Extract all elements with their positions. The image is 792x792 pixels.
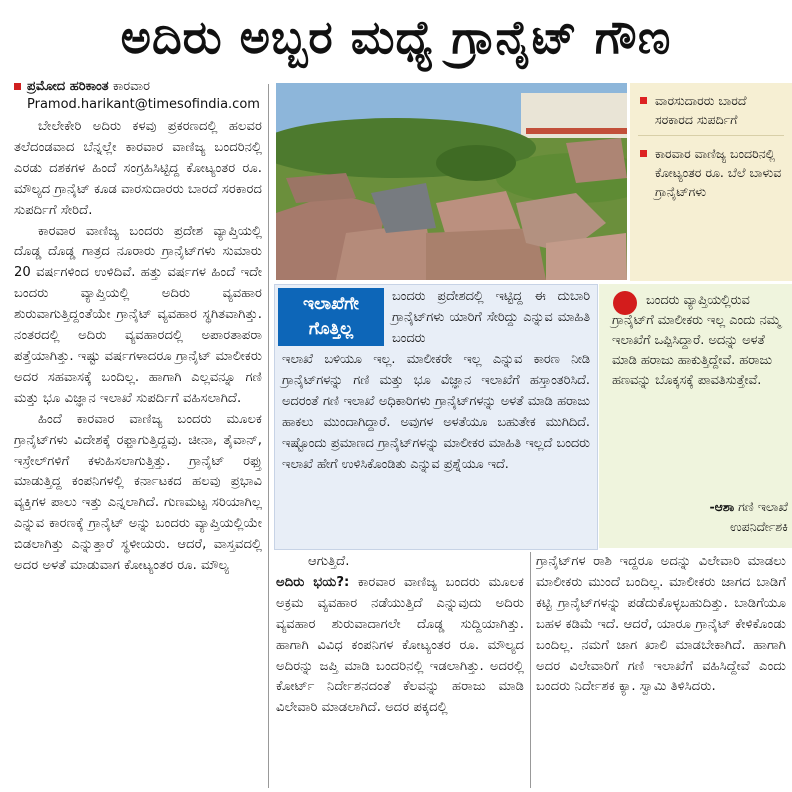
highlights-sidebar: [630, 83, 792, 281]
article-column-2: [276, 552, 524, 790]
headline: ಅದಿರು ಅಬ್ಬರ ಮಧ್ಯೆ ಗ್ರಾನೈಟ್ ಗೌಣ: [120, 10, 672, 64]
article-column-1: [14, 117, 262, 789]
paragraph-3: ಹಿಂದೆ ಕಾರವಾರ ವಾಣಿಜ್ಯ ಬಂದರು ಮೂಲಕ ಗ್ರಾನೈಟ್‌ಗಳು ವಿದೇಶಕ್ಕೆ ರಫ್ತಾಗುತ್ತಿದ್ದವು. ಚೀನಾ, ತೈವಾನ್, ಇಸ್ರೇಲ್‌ಗಳಿಗೆ ಕಳುಹಿಸಲಾಗುತ್ತಿತ್ತು. ಗ್ರಾನೈಟ್ ರಫ್ತು ಮಾಡುತ್ತಿದ್ದ ಕಂಪನಿಗಳಲ್ಲಿ ಕರ್ನಾಟಕದ ಹಲವು ಪ್ರಭಾವಿ ವ್ಯಕ್ತಿಗಳ ಪಾಲು ಇತ್ತು ಎನ್ನಲಾಗಿದೆ. ಗುಣಮಟ್ಟ ಸರಿಯಾಗಿಲ್ಲ ಎನ್ನುವ ಕಾರಣಕ್ಕೆ ಗ್ರಾನೈಟ್ ಅನ್ನು ಬಂದರು ವ್ಯಾಪ್ತಿಯಲ್ಲಿಯೇ ಬಿಡಲಾಗಿತ್ತು ಎನ್ನುತ್ತಾರೆ ಸ್ಥಳೀಯರು. ಆದರೆ, ವಾಸ್ತವದಲ್ಲಿ ಅದರ ಅಳತೆ ಮಾಡುವಾಗ ಕೋಟ್ಯಂತರ ರೂ. ಮೌಲ್ಯ: [14, 411, 262, 574]
continued-line: ಆಗುತ್ತಿದೆ.: [308, 554, 350, 569]
byline: [14, 78, 264, 114]
quote-attribution: -ಆಶಾ ಗಣಿ ಇಲಾಖೆ ಉಪನಿರ್ದೇಶಕಿ: [709, 499, 788, 534]
info-box-tag: ಇಲಾಖೆಗೇ ಗೊತ್ತಿಲ್ಲ: [278, 288, 384, 346]
granite-photo: [276, 83, 627, 280]
highlight-item: ಕಾರವಾರ ವಾಣಿಜ್ಯ ಬಂದರಿನಲ್ಲಿ ಕೋಟ್ಯಂತರ ರೂ. ಬೆಲೆ ಬಾಳುವ ಗ್ರಾನೈಟ್‌ಗಳು: [630, 136, 792, 201]
paragraph-1: ಬೇಲೇಕೇರಿ ಅದಿರು ಕಳವು ಪ್ರಕರಣದಲ್ಲಿ ಹಲವರ ತಲೆದಂಡವಾದ ಬೆನ್ನಲ್ಲೇ ಕಾರವಾರ ವಾಣಿಜ್ಯ ಬಂದರಿನಲ್ಲಿ ಎರಡು ದಶಕಗಳ ಹಿಂದೆ ಸಂಗ್ರಹಿಸಿಟ್ಟಿದ್ದ ಕೋಟ್ಯಂತರ ರೂ. ಮೌಲ್ಯದ ಗ್ರಾನೈಟ್ ಕೂಡ ವಾರಸುದಾರರು ಬಾರದೆ ಸರಕಾರದ ಸುಪರ್ದಿಗೆ ಸೇರಿದೆ.: [14, 119, 262, 218]
subhead: ಅದಿರು ಭಯ?:: [276, 574, 350, 590]
info-box-text-main: ಇಲಾಖೆ ಬಳಿಯೂ ಇಲ್ಲ. ಮಾಲೀಕರೇ ಇಲ್ಲ ಎನ್ನುವ ಕಾರಣ ನೀಡಿ ಗ್ರಾನೈಟ್‌ಗಳನ್ನು ಗಣಿ ಮತ್ತು ಭೂ ವಿಜ್ಞಾನ ಇಲಾಖೆಗೆ ಹಸ್ತಾಂತರಿಸಿದೆ. ಅದರಂತೆ ಗಣಿ ಇಲಾಖೆ ಅಧಿಕಾರಿಗಳು ಗ್ರಾನೈಟ್‌ಗಳನ್ನು ಅಳತೆ ಮಾಡಿ ಹರಾಜು ಹಾಕಲು ಮುಂದಾಗಿದ್ದಾರೆ. ಅವುಗಳ ಅಳತೆಯೂ ಬಹುತೇಕ ಮುಗಿದಿದೆ. ಇಷ್ಟೊಂದು ಪ್ರಮಾಣದ ಗ್ರಾನೈಟ್‌ಗಳನ್ನು ಮಾಲೀಕರ ಮಾಹಿತಿ ಇಲ್ಲದೆ ಬಂದರು ಇಲಾಖೆ ಹೇಗೆ ಉಳಿಸಿಕೊಂಡಿತು ಎನ್ನುವ ಪ್ರಶ್ನೆಯೂ ಇದೆ.: [282, 352, 590, 472]
author-email: Pramod.harikant@timesofindia.com: [27, 97, 260, 112]
granite-blocks-image: [276, 83, 627, 280]
quote-text: ಬಂದರು ವ್ಯಾಪ್ತಿಯಲ್ಲಿರುವ ಗ್ರಾನೈಟ್‌ಗೆ ಮಾಲೀಕರು ಇಲ್ಲ ಎಂದು ನಮ್ಮ ಇಲಾಖೆಗೆ ಒಪ್ಪಿಸಿದ್ದಾರೆ. ಅದನ್ನು ಅಳತೆ ಮಾಡಿ ಹರಾಜು ಹಾಕುತ್ತಿದ್ದೇವೆ. ಹರಾಜು ಹಣವನ್ನು ಬೊಕ್ಕಸಕ್ಕೆ ಪಾವತಿಸುತ್ತೇವೆ.: [612, 293, 781, 388]
column-divider: [268, 84, 269, 788]
info-box-text-top: ಬಂದರು ಪ್ರದೇಶದಲ್ಲಿ ಇಟ್ಟಿದ್ದ ಈ ದುಬಾರಿ ಗ್ರಾನೈಟ್‌ಗಳು ಯಾರಿಗೆ ಸೇರಿದ್ದು ಎನ್ನುವ ಮಾಹಿತಿ ಬಂದರು: [392, 289, 590, 346]
dateline-place: ಕಾರವಾರ: [112, 79, 150, 94]
paragraph-director-quote: ಗ್ರಾನೈಟ್‌ಗಳ ರಾಶಿ ಇದ್ದರೂ ಅದನ್ನು ವಿಲೇವಾರಿ ಮಾಡಲು ಮಾಲೀಕರು ಮುಂದೆ ಬಂದಿಲ್ಲ. ಮಾಲೀಕರು ಜಾಗದ ಬಾಡಿಗೆ ಕಟ್ಟಿ ಗ್ರಾನೈಟ್‌ಗಳನ್ನು ಪಡೆದುಕೊಳ್ಳಬಹುದಿತ್ತು. ಬಾಡಿಗೆಯೂ ಬಹಳ ಕಡಿಮೆ ಇದೆ. ಆದರೆ, ಯಾರೂ ಗ್ರಾನೈಟ್ ಕೇಳಿಕೊಂಡು ಬಂದಿಲ್ಲ. ನಮಗೆ ಜಾಗ ಖಾಲಿ ಮಾಡಬೇಕಾಗಿದೆ. ಹಾಗಾಗಿ ಅದರ ವಿಲೇವಾರಿಗೆ ಗಣಿ ಇಲಾಖೆಗೆ ವಹಿಸಿದ್ದೇವೆ ಎಂದು ಬಂದರು ನಿರ್ದೇಶಕ ಕ್ಯಾ. ಸ್ವಾಮಿ ತಿಳಿಸಿದರು.: [536, 554, 786, 695]
highlight-item: ವಾರಸುದಾರರು ಬಾರದೆ ಸರಕಾರದ ಸುಪರ್ದಿಗೆ: [630, 83, 792, 129]
column-divider: [530, 552, 531, 788]
paragraph-2: ಕಾರವಾರ ವಾಣಿಜ್ಯ ಬಂದರು ಪ್ರದೇಶ ವ್ಯಾಪ್ತಿಯಲ್ಲಿ ದೊಡ್ಡ ದೊಡ್ಡ ಗಾತ್ರದ ನೂರಾರು ಗ್ರಾನೈಟ್‌ಗಳು ಸುಮಾರು 20 ವರ್ಷಗಳಿಂದ ಉಳಿದಿವೆ. ಹತ್ತು ವರ್ಷಗಳ ಹಿಂದೆ ಇದೇ ಬಂದರು ವ್ಯಾಪ್ತಿಯಲ್ಲಿ ಅದಿರು ವ್ಯವಹಾರ ಶುರುವಾಗುತ್ತಿದ್ದಂತೆಯೇ ಗ್ರಾನೈಟ್ ವ್ಯವಹಾರ ಸ್ಥಗಿತವಾಗಿತ್ತು. ನಂತರದಲ್ಲಿ ಅದಿರು ವ್ಯವಹಾರದಲ್ಲಿ ಅಪಾರತಾಪರಾ ಪತ್ತೆಯಾಗಿತ್ತು. ಇಷ್ಟು ವರ್ಷಗಳಾದರೂ ಗ್ರಾನೈಟ್ ಮಾಲೀಕರು ಅದರ ಸಹವಾಸಕ್ಕೆ ಬಂದಿಲ್ಲ. ಹಾಗಾಗಿ ಎಲ್ಲವನ್ನೂ ಗಣಿ ಮತ್ತು ಭೂ ವಿಜ್ಞಾನ ಇಲಾಖೆ ಸುಪರ್ದಿಗೆ ವಹಿಸಲಾಗಿದೆ.: [14, 223, 262, 406]
paragraph-ore-fear: ಅದಿರು ಭಯ?: ಕಾರವಾರ ವಾಣಿಜ್ಯ ಬಂದರು ಮೂಲಕ ಅಕ್ರಮ ವ್ಯವಹಾರ ನಡೆಯುತ್ತಿದೆ ಎನ್ನುವುದು ಅದಿರು ವ್ಯವಹಾರ ಶುರುವಾದಾಗಲೇ ದೊಡ್ಡ ಸುದ್ದಿಯಾಗಿತ್ತು. ಹಾಗಾಗಿ ವಿವಿಧ ಕಂಪನಿಗಳ ಕೋಟ್ಯಂತರ ರೂ. ಮೌಲ್ಯದ ಅದಿರನ್ನು ಜಪ್ತಿ ಮಾಡಿ ಬಂದರಿನಲ್ಲಿ ಇಡಲಾಗಿತ್ತು. ಅದರಲ್ಲಿ ಕೋರ್ಟ್ ನಿರ್ದೇಶನದಂತೆ ಕೆಲವನ್ನು ಹರಾಜು ಮಾಡಿ ವಿಲೇವಾರಿ ಮಾಡಲಾಗಿದೆ. ಅದರ ಪಕ್ಕದಲ್ಲಿ: [276, 574, 524, 716]
bullet-square-icon: [14, 83, 21, 90]
author-name: ಪ್ರಮೋದ ಹರಿಕಾಂತ: [27, 79, 109, 94]
bullet-square-icon: [640, 150, 647, 157]
article-column-3: [536, 552, 786, 790]
bullet-square-icon: [640, 97, 647, 104]
